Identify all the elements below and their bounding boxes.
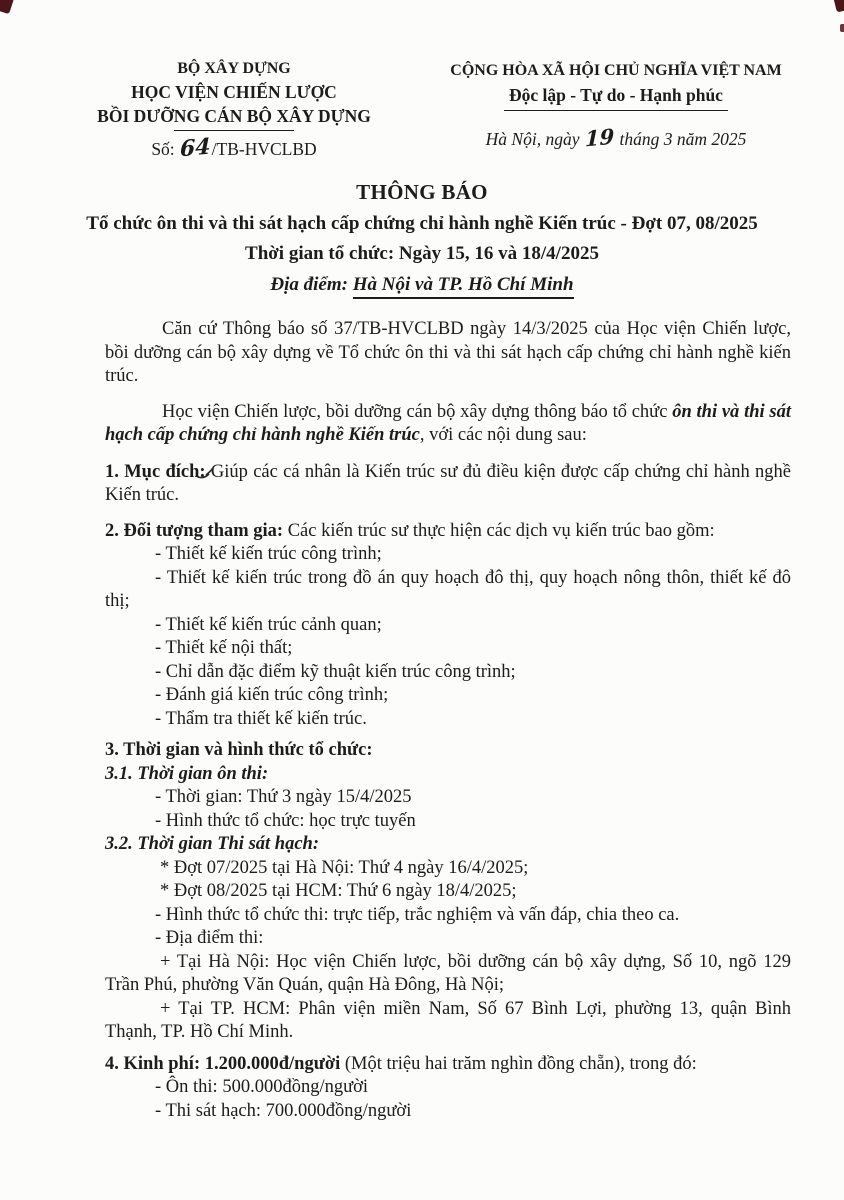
section-1-text: Giúp các cá nhân là Kiến trúc sư đủ điều kiện được cấp chứng chỉ hành nghề Kiến trúc. (105, 461, 791, 505)
section-2-text: Các kiến trúc sư thực hiện các dịch vụ kiến trúc bao gồm: (283, 520, 715, 541)
document-body (105, 318, 791, 1123)
list-item: - Đánh giá kiến trúc công trình; (155, 685, 389, 705)
document-title: THÔNG BÁO (356, 180, 488, 204)
announcement-emphasis: ôn thi và thi sát hạch cấp chứng chỉ hành nghề Kiến trúc (105, 401, 791, 445)
document-number-label: Số: (151, 139, 175, 159)
list-item: - Ôn thi: 500.000đồng/người (155, 1077, 369, 1097)
issuer-block (60, 60, 408, 163)
list-item-location: + Tại Hà Nội: Học viện Chiến lược, bồi dưỡng cán bộ xây dựng, Số 10, ngõ 129 Trần Phú, phường Văn Quán, quận Hà Đông, Hà Nội; (105, 951, 791, 995)
location-value: Hà Nội và TP. Hồ Chí Minh (353, 274, 574, 299)
list-item: - Thi sát hạch: 700.000đồng/người (155, 1100, 412, 1121)
list-item: - Thiết kế kiến trúc cảnh quan; (155, 614, 382, 635)
location-label: Địa điểm: (270, 274, 348, 295)
list-item: - Thiết kế nội thất; (155, 638, 293, 658)
national-header: CỘNG HÒA XÃ HỘI CHỦ NGHĨA VIỆT NAM (450, 62, 782, 79)
document-subtitle: Tổ chức ôn thi và thi sát hạch cấp chứng chỉ hành nghề Kiến trúc - Đợt 07, 08/2025 (86, 213, 758, 234)
document-number-handwritten: 64 (179, 133, 211, 163)
section-4-label: 4. Kinh phí: (105, 1053, 201, 1074)
list-item: - Địa điểm thi: (155, 928, 264, 948)
section-4-text: (Một triệu hai trăm nghìn đồng chẵn), trong đó: (340, 1053, 697, 1074)
list-item: - Thẩm tra thiết kế kiến trúc. (155, 708, 367, 729)
announcement-text: Học viện Chiến lược, bồi dưỡng cán bộ xây dựng thông báo tổ chức (162, 401, 673, 422)
paragraph-announcement (105, 401, 791, 448)
date-prefix: Hà Nội, ngày (485, 129, 580, 149)
scan-corner-mark-top-left (0, 0, 14, 14)
section-2-label: 2. Đối tượng tham gia: (105, 520, 284, 541)
stray-pen-mark (196, 466, 216, 480)
section-2-participants (105, 520, 791, 544)
section-3-1-heading: 3.1. Thời gian ôn thi: (105, 763, 269, 784)
scan-corner-mark-top-right (833, 0, 844, 12)
section-1-label: 1. Mục đích: (105, 461, 206, 482)
list-item: - Hình thức tổ chức thi: trực tiếp, trắc nghiệm và vấn đáp, chia theo ca. (155, 904, 680, 925)
scan-edge-speck (840, 24, 844, 32)
event-time-line: Thời gian tổ chức: Ngày 15, 16 và 18/4/2025 (245, 243, 599, 264)
section-4-fee (105, 1053, 791, 1077)
national-motto-block (430, 62, 802, 150)
motto-underline (504, 110, 728, 111)
date-suffix: tháng 3 năm 2025 (619, 129, 747, 149)
list-item: - Thiết kế kiến trúc trong đồ án quy hoạch đô thị, quy hoạch nông thôn, thiết kế đô thị; (105, 567, 791, 611)
event-location-line (40, 274, 804, 296)
issuer-org-name-line2: BỒI DƯỠNG CÁN BỘ XÂY DỰNG (97, 106, 371, 126)
document-number-line (60, 133, 408, 163)
list-item: - Thời gian: Thứ 3 ngày 15/4/2025 (155, 787, 412, 807)
list-item: - Thiết kế kiến trúc công trình; (155, 544, 382, 564)
section-3-heading: 3. Thời gian và hình thức tổ chức: (105, 740, 373, 760)
national-motto: Độc lập - Tự do - Hạnh phúc (509, 85, 723, 105)
document-title-block (40, 180, 804, 296)
section-3-2-heading: 3.2. Thời gian Thi sát hạch: (105, 834, 319, 854)
section-4-amount: 1.200.000đ/người (200, 1053, 341, 1074)
document-number-suffix: /TB-HVCLBD (211, 139, 317, 159)
list-item: - Chỉ dẫn đặc điểm kỹ thuật kiến trúc công trình; (155, 661, 516, 682)
list-item: - Hình thức tổ chức: học trực tuyến (155, 810, 416, 831)
place-date-line (430, 123, 802, 152)
issuer-org-name-line1: HỌC VIỆN CHIẾN LƯỢC (131, 82, 337, 102)
list-item: * Đợt 07/2025 tại Hà Nội: Thứ 4 ngày 16/4/2025; (160, 857, 529, 878)
list-item-location: + Tại TP. HCM: Phân viện miền Nam, Số 67 Bình Lợi, phường 13, quận Bình Thạnh, TP. Hồ Chí Minh. (105, 998, 791, 1042)
issuer-underline (174, 130, 294, 131)
issuer-parent-org: BỘ XÂY DỰNG (177, 60, 291, 77)
list-item: * Đợt 08/2025 tại HCM: Thứ 6 ngày 18/4/2025; (160, 881, 517, 901)
announcement-tail: , với các nội dung sau: (419, 425, 587, 445)
date-day-handwritten: 19 (584, 123, 615, 152)
paragraph-basis: Căn cứ Thông báo số 37/TB-HVCLBD ngày 14/3/2025 của Học viện Chiến lược, bồi dưỡng cán bộ xây dựng về Tổ chức ôn thi và thi sát hạch cấp chứng chỉ hành nghề kiến trúc. (105, 319, 791, 386)
